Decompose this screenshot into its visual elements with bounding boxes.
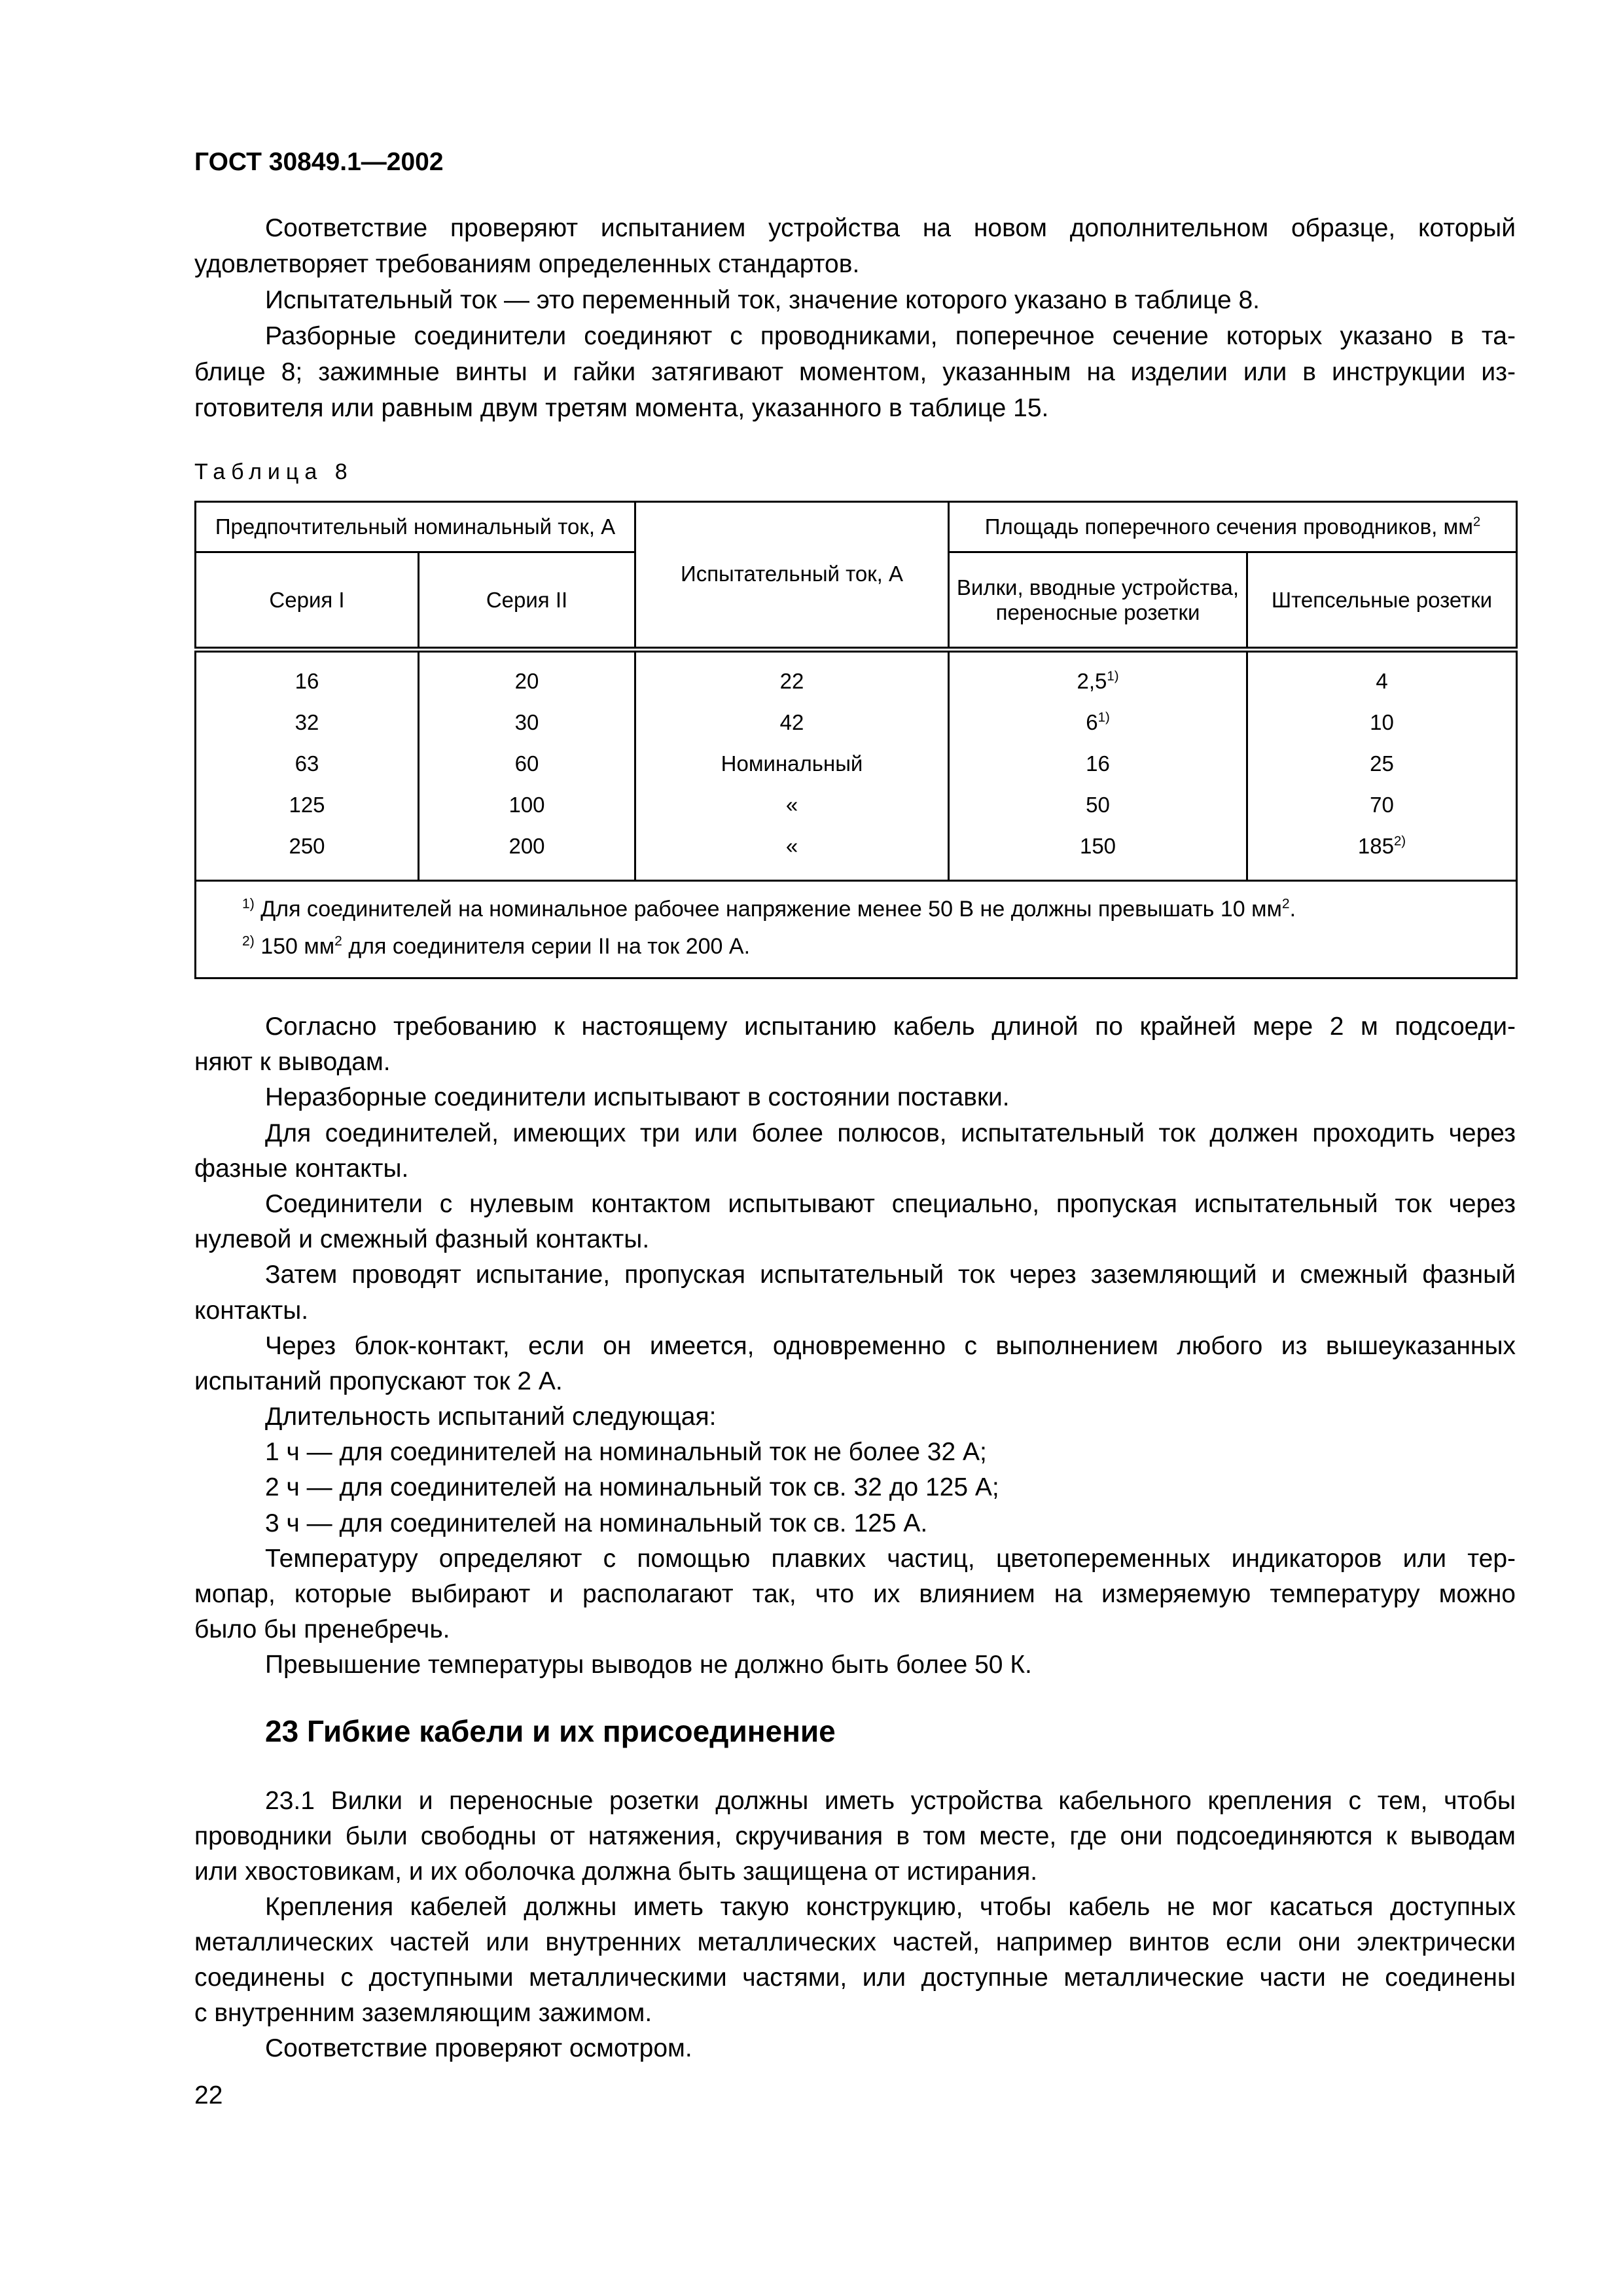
paragraph-line: 3 ч — для соединителей на номинальный ток св. 125 А. [265,1509,928,1537]
paragraph [194,210,1516,282]
header-plugs: Вилки, вводные устройства, переносные розетки [949,552,1247,650]
paragraph-line: металлических частей или внутренних металлических частей, например винтов если они электрически [194,1928,1516,1956]
paragraph [194,2031,1516,2066]
page-number: 22 [194,2081,223,2109]
cell-value: 25 [1370,751,1394,776]
footnote-2 [242,928,1516,965]
paragraph-line: Температуру определяют с помощью плавких частиц, цветопеременных индикаторов или тер- [265,1544,1516,1573]
cell-value: 185 [1357,833,1394,858]
cell-value: 70 [1370,792,1394,817]
table-cell [196,702,419,743]
cell-value: 16 [1086,751,1110,776]
paragraph-line: нулевой и смежный фазный контакты. [194,1225,650,1254]
table-cell [1247,650,1517,702]
header-area-sup: 2 [1472,514,1481,529]
cell-value: 125 [289,792,325,817]
paragraph-line: контакты. [194,1296,309,1325]
paragraph [194,1257,1516,1328]
paragraph [194,1080,1516,1115]
table-cell [196,825,419,881]
paragraph-line: Через блок-контакт, если он имеется, одновременно с выполнением любого из вышеуказанных [265,1331,1516,1360]
footnote-1 [242,891,1516,928]
table-cell [949,650,1247,702]
paragraph [194,1116,1516,1187]
paragraph-line: соединены с доступными металлическими частями, или доступные металлические части не соединены [194,1964,1516,1992]
paragraph-line: 2 ч — для соединителей на номинальный ток св. 32 до 125 А; [265,1473,999,1502]
header-series-2: Серия II [419,552,635,650]
paragraph-line: или хвостовикам, и их оболочка должна быть защищена от истирания. [194,1857,1038,1886]
section-heading: 23 Гибкие кабели и их присоединение [265,1714,836,1748]
table-cell [949,743,1247,784]
paragraph-line: блице 8; зажимные винты и гайки затягивают моментом, указанным на изделии или в инструкции из- [194,358,1516,386]
table-row [196,825,1517,881]
footnote-end: для соединителя серии II на ток 200 А. [342,934,751,959]
paragraph-line: Соединители с нулевым контактом испытывают специально, пропуская испытательный ток через [265,1189,1516,1218]
paragraph-line: фазные контакты. [194,1154,409,1183]
cell-footnote-ref: 2) [1393,833,1406,849]
cell-value: « [785,792,798,817]
paragraph [194,1506,1516,1541]
header-test-current: Испытательный ток, А [635,502,949,650]
table-cell [635,784,949,825]
paragraph [194,282,1516,318]
cell-value: « [785,833,798,858]
table-row [196,650,1517,702]
header-preferred-current: Предпочтительный номинальный ток, А [196,502,635,552]
paragraph [194,1399,1516,1435]
paragraph-line: Неразборные соединители испытывают в состоянии поставки. [265,1083,1010,1112]
paragraph-line: няют к выводам. [194,1048,391,1077]
paragraph-line: Разборные соединители соединяют с проводниками, поперечное сечение которых указано в та- [265,322,1516,350]
table-cell [1247,702,1517,743]
cell-value: 4 [1376,668,1388,693]
paragraph-line: Согласно требованию к настоящему испытанию кабель длиной по крайней мере 2 м подсоеди- [265,1013,1516,1041]
paragraph [194,1647,1516,1683]
cell-value: 2,5 [1077,668,1107,693]
table-caption: Таблица 8 [194,459,353,484]
table-cell [1247,825,1517,881]
paragraph-line: Длительность испытаний следующая: [265,1403,717,1431]
footnote-sup: 2 [334,933,342,949]
footnote-text: Для соединителей на номинальное рабочее напряжение менее 50 В не должны превышать 10 мм [260,897,1282,922]
header-area-text: Площадь поперечного сечения проводников, мм [984,514,1473,539]
cell-value: 250 [289,833,325,858]
table-cell [1247,743,1517,784]
header-cross-section-area [949,502,1517,552]
cell-footnote-ref: 1) [1097,709,1110,725]
paragraph-line: Испытательный ток — это переменный ток, значение которого указано в таблице 8. [265,286,1260,314]
table-cell [419,743,635,784]
section-23-paragraphs [194,1784,1516,2066]
paragraph-line: Крепления кабелей должны иметь такую конструкцию, чтобы кабель не мог касаться доступных [265,1893,1516,1921]
paragraph-line: Соответствие проверяют испытанием устройства на новом дополнительном образце, который [265,214,1516,242]
cell-footnote-ref: 1) [1107,668,1119,684]
paragraph-line: Для соединителей, имеющих три или более полюсов, испытательный ток должен проходить через [265,1119,1516,1147]
cell-value: 10 [1370,709,1394,734]
cell-value: 42 [779,709,804,734]
paragraph-line: испытаний пропускают ток 2 А. [194,1367,563,1395]
table-cell [419,702,635,743]
table-cell [949,825,1247,881]
table-cell [949,702,1247,743]
cell-value: 6 [1086,709,1098,734]
paragraph-line: 1 ч — для соединителей на номинальный ток не более 32 А; [265,1438,987,1467]
paragraph-line: готовителя или равным двум третям момента, указанного в таблице 15. [194,394,1049,422]
table-cell [949,784,1247,825]
footnote-end: . [1289,897,1296,922]
table-cell [419,825,635,881]
footnote-text: 150 мм [260,934,335,959]
document-code-header: ГОСТ 30849.1—2002 [194,148,444,176]
table-cell [419,650,635,702]
cell-value: 32 [294,709,319,734]
cell-value: 200 [508,833,545,858]
cell-value: 20 [514,668,539,693]
cell-value: 50 [1086,792,1110,817]
cell-value: 150 [1079,833,1116,858]
paragraph-line: 23.1 Вилки и переносные розетки должны иметь устройства кабельного крепления с тем, чтобы [265,1787,1516,1815]
paragraph [194,1541,1516,1648]
table-row [196,743,1517,784]
paragraph [194,1784,1516,1890]
paragraph [194,1890,1516,2031]
paragraph [194,1329,1516,1399]
table-cell [635,825,949,881]
test-procedure-paragraphs [194,1009,1516,1683]
cell-value: Номинальный [721,751,863,776]
table-row [196,784,1517,825]
header-sockets: Штепсельные розетки [1247,552,1517,650]
cell-value: 16 [294,668,319,693]
table-footnotes [196,881,1517,978]
cell-value: 100 [508,792,545,817]
paragraph [194,1009,1516,1080]
paragraph [194,1470,1516,1505]
table-cell [196,650,419,702]
intro-paragraphs [194,210,1516,426]
footnote-sup: 2 [1281,896,1290,912]
cell-value: 30 [514,709,539,734]
table-cell [635,650,949,702]
paragraph-line: проводники были свободны от натяжения, скручивания в том месте, где они подсоединяются к выводам [194,1822,1516,1850]
paragraph-line: мопар, которые выбирают и располагают так, что их влиянием на измеряемую температуру можно [194,1580,1516,1608]
table-cell [419,784,635,825]
table-cell [1247,784,1517,825]
cell-value: 63 [294,751,319,776]
table-cell [635,702,949,743]
cell-value: 22 [779,668,804,693]
table-cell [196,743,419,784]
table-cell [196,784,419,825]
paragraph-line: удовлетворяет требованиям определенных стандартов. [194,250,860,278]
paragraph [194,1435,1516,1470]
paragraph [194,318,1516,426]
footnote-mark: 2) [242,933,255,949]
table-8 [194,501,1518,979]
paragraph-line: Превышение температуры выводов не должно быть более 50 К. [265,1651,1032,1679]
paragraph-line: было бы пренебречь. [194,1615,450,1644]
header-series-1: Серия I [196,552,419,650]
paragraph-line: Затем проводят испытание, пропуская испытательный ток через заземляющий и смежный фазный [265,1261,1516,1289]
table-row [196,702,1517,743]
paragraph-line: Соответствие проверяют осмотром. [265,2034,692,2062]
table-cell [635,743,949,784]
table-body [196,650,1517,881]
footnote-mark: 1) [242,896,255,912]
cell-value: 60 [514,751,539,776]
paragraph [194,1187,1516,1257]
paragraph-line: с внутренним заземляющим зажимом. [194,1999,652,2027]
